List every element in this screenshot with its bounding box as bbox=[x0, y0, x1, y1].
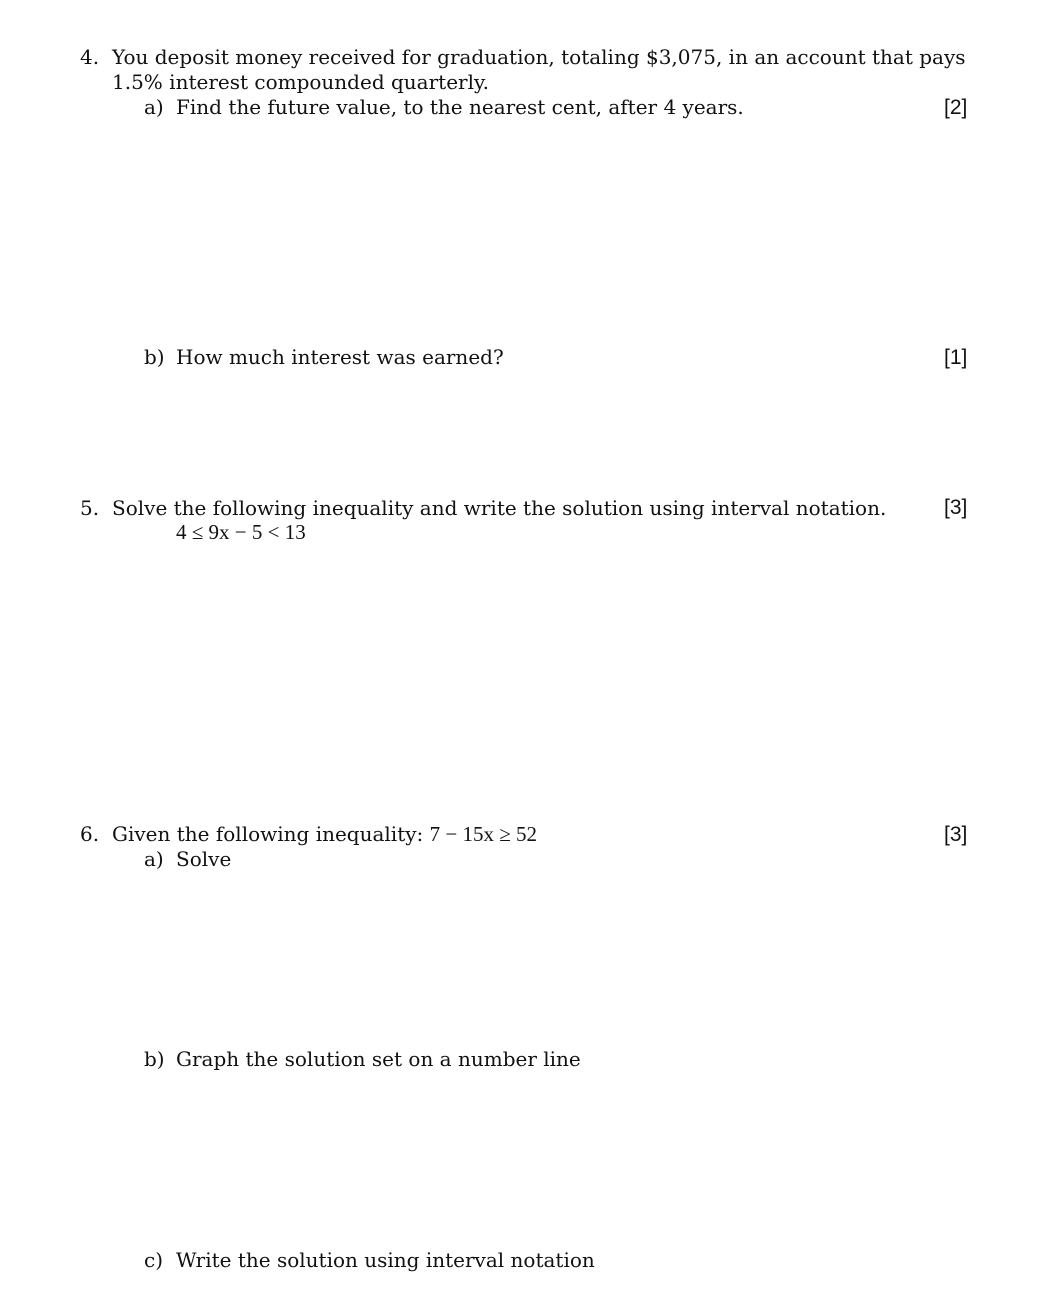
question-5-text: Solve the following inequality and write the solution using interval notation. bbox=[112, 496, 887, 520]
question-4a-marks: [2] bbox=[944, 96, 968, 119]
question-6a-label: a) bbox=[144, 847, 164, 871]
question-6-prompt: Given the following inequality: bbox=[112, 822, 424, 846]
question-6-number: 6. bbox=[80, 822, 100, 846]
question-5-marks: [3] bbox=[944, 496, 968, 519]
question-4-number: 4. bbox=[80, 45, 100, 69]
question-6b-text: Graph the solution set on a number line bbox=[176, 1047, 581, 1071]
question-6c-label: c) bbox=[144, 1248, 164, 1272]
question-6a-text: Solve bbox=[176, 847, 232, 871]
question-4b-label: b) bbox=[144, 345, 165, 369]
question-5-number: 5. bbox=[80, 496, 100, 520]
question-6b-label: b) bbox=[144, 1047, 165, 1071]
question-6-inequality: 7 − 15x ≥ 52 bbox=[429, 822, 538, 846]
question-5-inequality: 4 ≤ 9x − 5 < 13 bbox=[176, 520, 306, 544]
question-6-text bbox=[112, 822, 537, 846]
question-4-text-line1: You deposit money received for graduation, totaling $3,075, in an account that pays bbox=[112, 45, 966, 69]
question-6-marks: [3] bbox=[944, 823, 968, 846]
question-4-text-line2: 1.5% interest compounded quarterly. bbox=[112, 70, 489, 94]
question-6c-text: Write the solution using interval notation bbox=[176, 1248, 595, 1272]
question-4a-label: a) bbox=[144, 95, 164, 119]
question-4a-text: Find the future value, to the nearest cent, after 4 years. bbox=[176, 95, 744, 119]
question-4b-text: How much interest was earned? bbox=[176, 345, 504, 369]
question-4b-marks: [1] bbox=[944, 346, 968, 369]
